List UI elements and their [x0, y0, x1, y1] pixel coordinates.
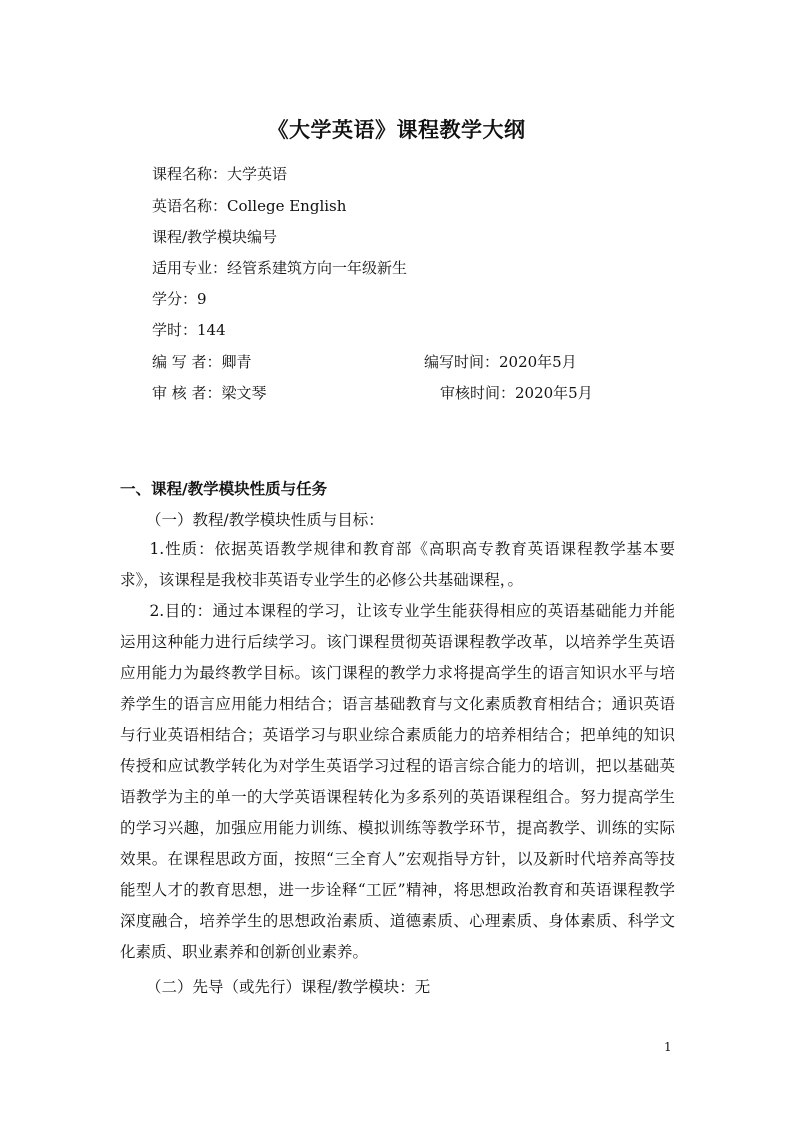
paragraph-objective: 2.目的：通过本课程的学习，让该专业学生能获得相应的英语基础能力并能运用这种能力进行后续学习。该门课程贯彻英语课程教学改革，以培养学生英语应用能力为最终教学目标。该门课程的教学力求将提高学生的语言知识水平与培养学生的语言应用能力相结合；语言基础教育与文化素质教育相结合；通识英语与行业英语相结合；英语学习与职业综合素质能力的培养相结合；把单纯的知识传授和应试教学转化为对学生英语学习过程的语言综合能力的培训，把以基础英语教学为主的单一的大学英语课程转化为多系列的英语课程组合。努力提高学生的学习兴趣，加强应用能力训练、模拟训练等教学环节，提高教学、训练的实际效果。在课程思政方面，按照“三全育人”宏观指导方针，以及新时代培养高等技能型人才的教育思想，进一步诠释“工匠”精神，将思想政治教育和英语课程教学深度融合，培养学生的思想政治素质、道德素质、心理素质、身体素质、科学文化素质、职业素养和创新创业素养。	[120, 602, 675, 961]
subsection-heading-2: （二）先导（或先行）课程/教学模块：无	[146, 978, 431, 996]
reviewer: 审 核 者：梁文琴	[152, 384, 267, 402]
section-heading: 一、课程/教学模块性质与任务	[120, 480, 328, 498]
module-code: 课程/教学模块编号	[152, 228, 278, 246]
author-date: 编写时间：2020年5月	[424, 353, 577, 371]
credits: 学分：9	[152, 290, 207, 308]
class-hours: 学时：144	[152, 321, 226, 339]
subsection-heading-1: （一）教程/教学模块性质与目标：	[146, 511, 384, 529]
applicable-major: 适用专业：经管系建筑方向一年级新生	[152, 259, 408, 277]
english-name: 英语名称：College English	[152, 197, 347, 215]
author: 编 写 者：卿青	[152, 353, 252, 371]
course-name: 课程名称：大学英语	[152, 165, 288, 183]
paragraph-nature: 1.性质：依据英语教学规律和教育部《高职高专教育英语课程教学基本要求》，该课程是我校非英语专业学生的必修公共基础课程，。	[120, 540, 675, 589]
reviewer-date: 审核时间：2020年5月	[440, 384, 593, 402]
document-title: 《大学英语》课程教学大纲	[267, 118, 526, 142]
page-number: 1	[664, 1040, 672, 1054]
